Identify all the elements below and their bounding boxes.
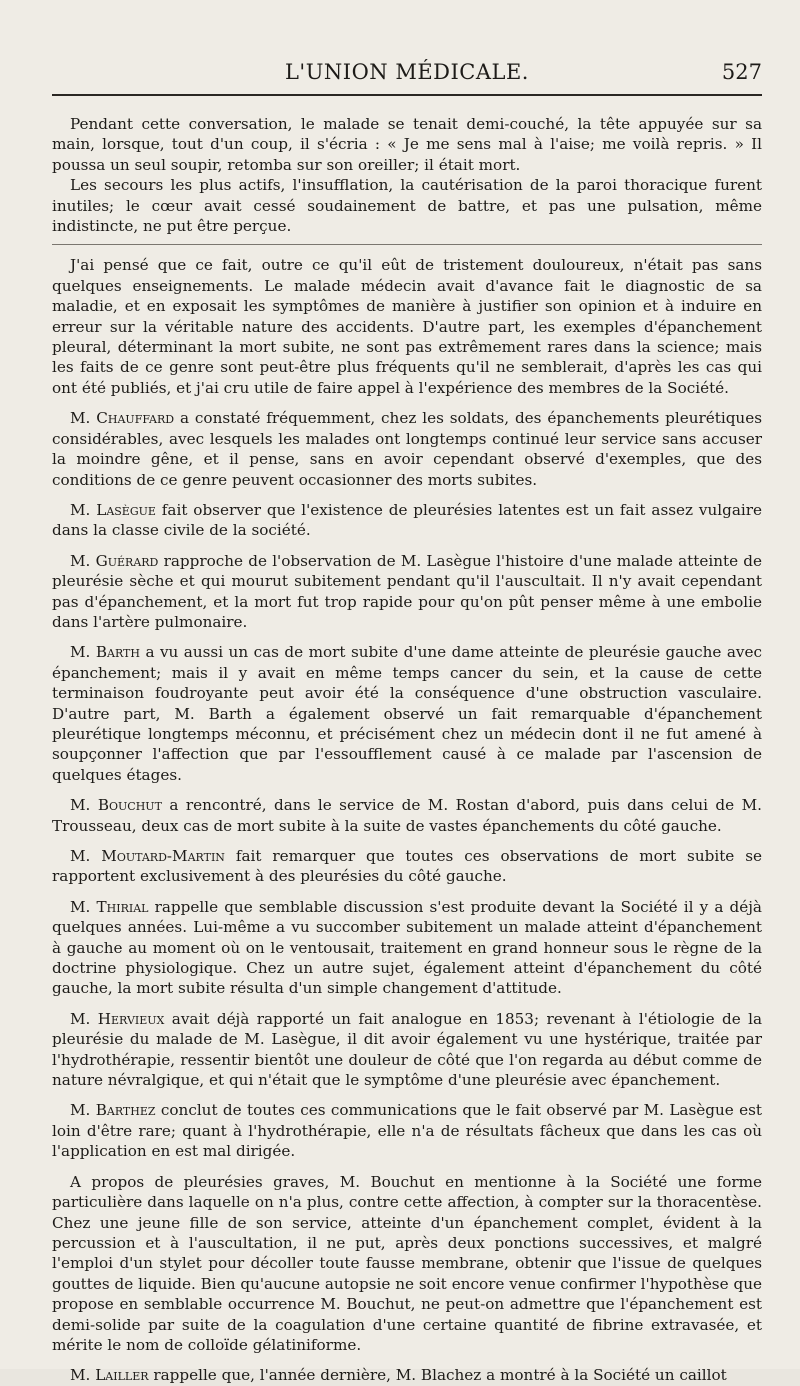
- paragraph-text: a rencontré, dans le service de M. Rostan d'abord, puis dans celui de M. Trousseau, deux cas de mort subite à la suite de vastes épanchements du côté gauche.: [52, 796, 762, 835]
- page-header: [52, 60, 762, 96]
- paragraph: [52, 1009, 762, 1091]
- paragraph: [52, 1100, 762, 1161]
- paragraph-text: A propos de pleurésies graves, M. Bouchut en mentionne à la Société une forme particulière dans laquelle on n'a plus, contre cette affection, à compter sur la thoracentèse. Chez une jeune fille de son service, atteinte d'un épanchement complet, évident à la percussion et à l'auscultation, il ne put, après deux ponctions successives, et malgré l'emploi d'un stylet pour décoller toute fausse membrane, obtenir que l'issue de quelques gouttes de liquide. Bien qu'aucune autopsie ne soit encore venue confirmer l'hypothèse que propose en semblable occurrence M. Bouchut, ne peut-on admettre que l'épanchement est demi-solide par suite de la coagulation d'une certaine quantité de fibrine extravasée, et mérite le nom de colloïde gélatiniforme.: [52, 1172, 762, 1354]
- paragraph-text: conclut de toutes ces communications que le fait observé par M. Lasègue est loin d'être rare; quant à l'hydrothérapie, elle n'a de résultats fâcheux que dans les cas où l'application en est mal dirigée.: [52, 1101, 762, 1161]
- speaker-name: M. Lailler: [70, 1366, 149, 1385]
- paragraph: [52, 408, 762, 490]
- speaker-name: M. Barth: [70, 643, 140, 662]
- paragraph-text: Les secours les plus actifs, l'insufflation, la cautérisation de la paroi thoracique furent inutiles; le cœur avait cessé soudainement de battre, et pas une pulsation, même indistincte, ne put être perçue.: [52, 176, 762, 236]
- running-title: L'UNION MÉDICALE.: [284, 60, 529, 84]
- paragraph-text: a constaté fréquemment, chez les soldats, des épanchements pleurétiques considérables, avec lesquels les malades ont longtemps continué leur service sans accuser la moindre gêne, et il pense, sans en avoir cependant observé d'exemples, que des conditions de ce genre peuvent occasionner des morts subites.: [52, 409, 762, 489]
- speaker-name: M. Bouchut: [70, 796, 162, 815]
- paragraph-text: avait déjà rapporté un fait analogue en 1853; revenant à l'étiologie de la pleurésie du malade de M. Lasègue, il dit avoir également vu une hystérique, traitée par l'hydrothérapie, ressentir bientôt une douleur de côté que l'on regarda au début comme de nature névralgique, et qui n'était que le symptôme d'une pleurésie avec épanchement.: [52, 1009, 762, 1090]
- paragraph-text: rappelle que, l'année dernière, M. Blachez a montré à la Société un caillot: [148, 1366, 727, 1385]
- speaker-name: M. Hervieux: [70, 1009, 165, 1028]
- speaker-name: M. Moutard-Martin: [70, 847, 225, 865]
- paragraph: [52, 551, 762, 633]
- paragraph: [52, 846, 762, 887]
- article-body: [52, 114, 762, 1386]
- paragraph: [52, 114, 762, 175]
- paragraph: [52, 897, 762, 999]
- paragraph: [52, 795, 762, 836]
- paragraph: [52, 642, 762, 785]
- page-number: 527: [721, 60, 762, 84]
- speaker-name: M. Barthez: [70, 1101, 156, 1120]
- paragraph: [52, 1365, 762, 1385]
- paragraph: [52, 500, 762, 541]
- paragraph: [52, 255, 762, 398]
- speaker-name: M. Thirial: [70, 897, 149, 916]
- paragraph-text: Pendant cette conversation, le malade se tenait demi-couché, la tête appuyée sur sa main, lorsque, tout d'un coup, il s'écria : « Je me sens mal à l'aise; me voilà repris. » Il poussa un seul soupir, retomba sur son oreiller; il était mort.: [52, 115, 762, 174]
- paragraph: [52, 175, 762, 236]
- paragraph-text: rapproche de l'observation de M. Lasègue l'histoire d'une malade atteinte de pleurésie sèche et qui mourut subitement pendant qu'il l'auscultait. Il n'y avait cependant pas d'épanchement, et la mort fut trop rapide pour qu'on pût penser même à une embolie dans l'artère pulmonaire.: [52, 551, 763, 631]
- paragraph-text: rappelle que semblable discussion s'est produite devant la Société il y a déjà quelques années. Lui-même a vu succomber subitement un malade atteint d'épanchement à gauche au moment où on le ventousait, traitement en grand honneur sous le règne de la doctrine physiologique. Chez un autre sujet, également atteint d'épanchement du côté gauche, la mort subite résulta d'un simple changement d'attitude.: [52, 897, 762, 998]
- speaker-name: M. Guérard: [70, 551, 159, 570]
- paragraph-text: fait remarquer que toutes ces observations de mort subite se rapportent exclusivement à des pleurésies du côté gauche.: [52, 847, 762, 886]
- paragraph-text: J'ai pensé que ce fait, outre ce qu'il eût de tristement douloureux, n'était pas sans quelques enseignements. Le malade médecin avait d'avance fait le diagnostic de sa maladie, et en exposait les symptômes de manière à justifier son opinion et à induire en erreur sur la véritable nature des accidents. D'autre part, les exemples d'épanchement pleural, déterminant la mort subite, ne sont pas extrêmement rares dans la science; mais les faits de ce genre sont peut-être plus fréquents qu'il ne semblerait, d'après les cas qui ont été publiés, et j'ai cru utile de faire appel à l'expérience des membres de la Société.: [52, 256, 762, 397]
- section-divider: [52, 244, 762, 245]
- speaker-name: M. Chauffard: [70, 409, 175, 428]
- paragraph: [52, 1172, 762, 1356]
- speaker-name: M. Lasègue: [70, 500, 156, 519]
- paragraph-text: a vu aussi un cas de mort subite d'une dame atteinte de pleurésie gauche avec épanchement; mais il y avait en même temps cancer du sein, et la cause de cette terminaison foudroyante peut avoir été la conséquence d'une obstruction vasculaire. D'autre part, M. Barth a également observé un fait remarquable d'épanchement pleurétique longtemps méconnu, et précisément chez un médecin dont il ne fut amené à soupçonner l'affection que par l'essoufflement causé à ce malade par l'ascension de quelques étages.: [52, 643, 762, 784]
- paragraph-text: fait observer que l'existence de pleurésies latentes est un fait assez vulgaire dans la classe civile de la société.: [52, 500, 762, 540]
